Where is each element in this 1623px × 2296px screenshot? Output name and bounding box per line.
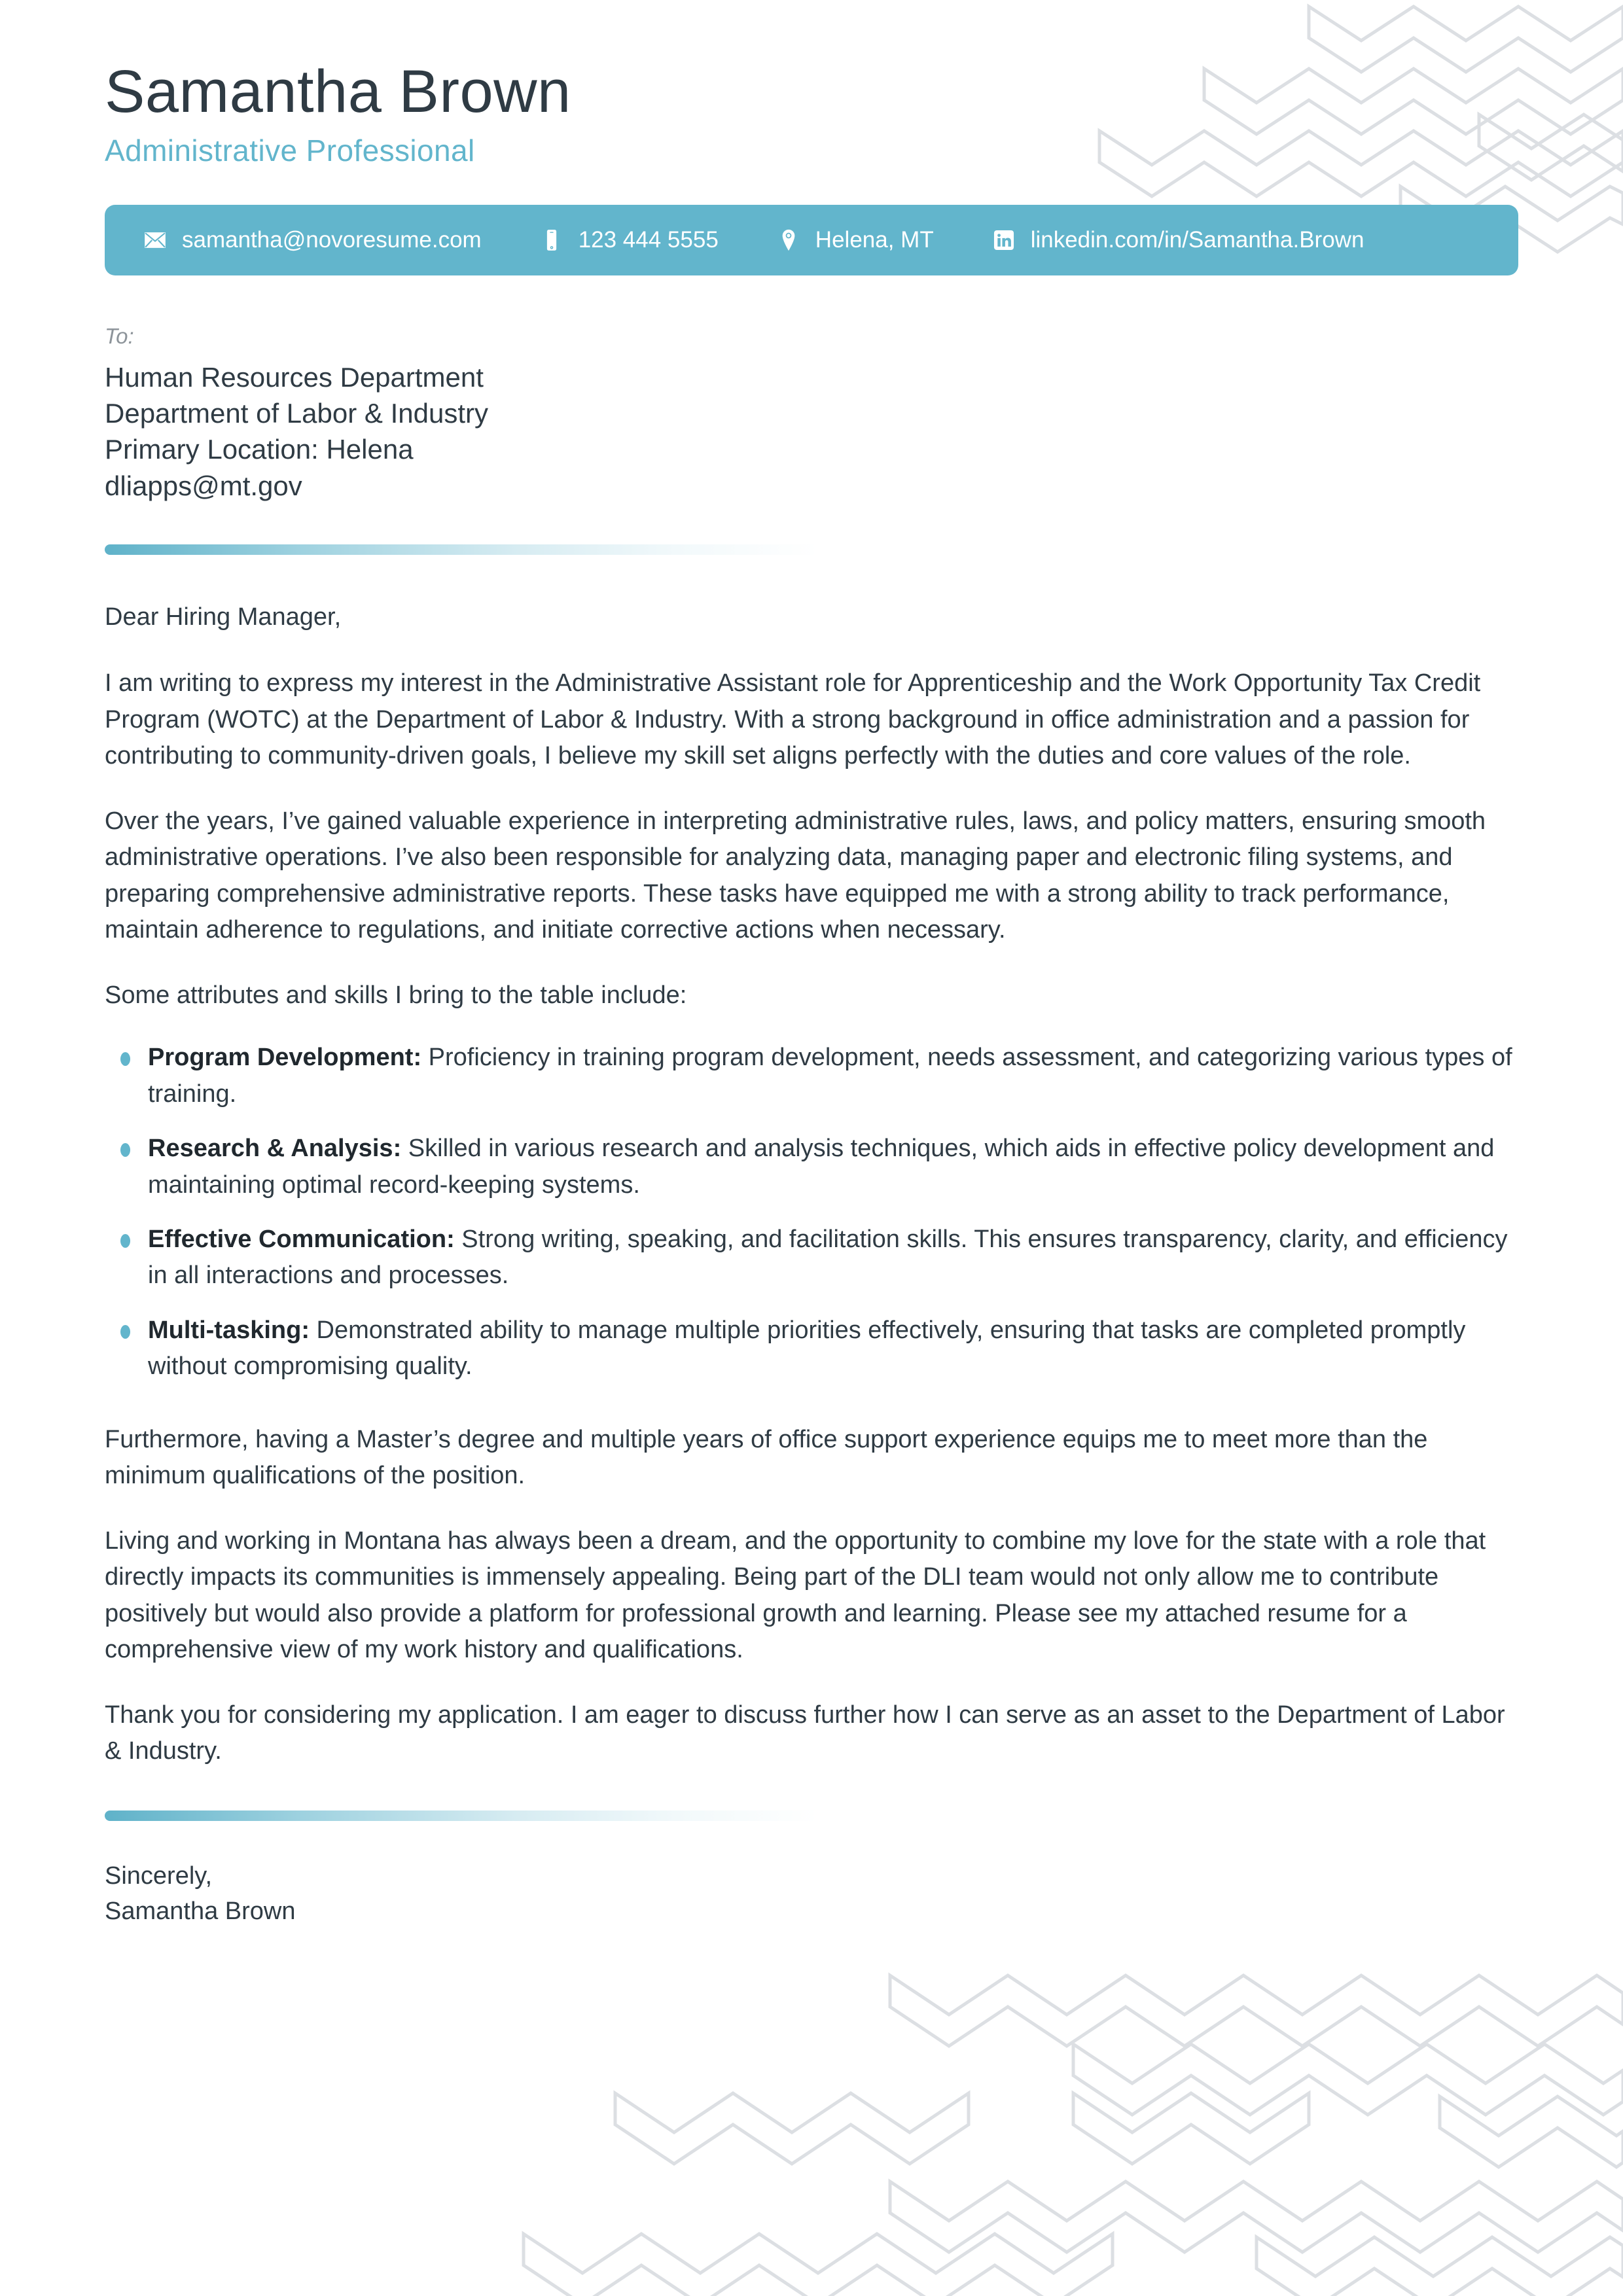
body-paragraph-4: Living and working in Montana has always been a dream, and the opportunity to combine my love for the state with a role that directly impacts its communities is immensely appealing. Being part of the DLI team would not only allow me to contribute positively but would also provide a platform for professional growth and learning. Please see my attached resume for a comprehensive view of my work history and qualifications. bbox=[105, 1527, 1486, 1664]
body-paragraph-2: Over the years, I’ve gained valuable experience in interpreting administrative rules, laws, and policy matters, ensuring smooth administrative operations. I’ve also been responsible for analyzing data, managing paper and electronic filing systems, and preparing comprehensive administrative reports. These tasks have equipped me with a strong ability to track performance, maintain adherence to regulations, and initiate corrective actions when necessary. bbox=[105, 807, 1486, 944]
recipient-line-organization: Human Resources Department bbox=[105, 361, 484, 393]
contact-location-text: Helena, MT bbox=[815, 226, 934, 253]
skill-text: Proficiency in training program development, needs assessment, and categorizing various types of training. bbox=[148, 1044, 1512, 1108]
contact-phone[interactable] bbox=[538, 226, 719, 254]
skill-title: Effective Communication: bbox=[148, 1225, 455, 1253]
list-item bbox=[120, 1131, 1518, 1203]
body-paragraph-3: Furthermore, having a Master’s degree and multiple years of office support experience equips me to meet more than the minimum qualifications of the position. bbox=[105, 1425, 1428, 1490]
contact-linkedin-text: linkedin.com/in/Samantha.Brown bbox=[1030, 226, 1364, 253]
skill-text: Demonstrated ability to manage multiple priorities effectively, ensuring that tasks are completed promptly without compromising quality. bbox=[148, 1316, 1466, 1381]
salutation: Dear Hiring Manager, bbox=[105, 603, 342, 631]
signature-name: Samantha Brown bbox=[105, 1897, 296, 1925]
contact-phone-text: 123 444 5555 bbox=[578, 226, 719, 253]
divider-bottom bbox=[105, 1810, 818, 1821]
list-item bbox=[120, 1040, 1518, 1112]
list-item bbox=[120, 1313, 1518, 1385]
skill-text: Strong writing, speaking, and facilitation skills. This ensures transparency, clarity, and efficiency in all interactions and processes. bbox=[148, 1225, 1508, 1290]
divider-top bbox=[105, 544, 818, 555]
contact-linkedin[interactable] bbox=[990, 226, 1364, 254]
contact-email[interactable] bbox=[141, 226, 482, 254]
contact-email-text: samantha@novoresume.com bbox=[182, 226, 482, 253]
sign-off: Sincerely, bbox=[105, 1862, 213, 1890]
skill-text: Skilled in various research and analysis techniques, which aids in effective policy development and maintaining optimal record-keeping systems. bbox=[148, 1135, 1495, 1199]
recipient-line-department: Department of Labor & Industry bbox=[105, 398, 488, 429]
to-label: To: bbox=[105, 323, 134, 348]
signature-block bbox=[105, 1859, 1518, 1930]
body-paragraph-5: Thank you for considering my application. I am eager to discuss further how I can serve as an asset to the Department of Labor & Industry. bbox=[105, 1701, 1505, 1765]
skill-title: Multi-tasking: bbox=[148, 1316, 310, 1344]
body-paragraph-1: I am writing to express my interest in the Administrative Assistant role for Apprenticeship and the Work Opportunity Tax Credit Program (WOTC) at the Department of Labor & Industry. With a strong background in office administration and a passion for contributing to community-driven goals, I believe my skill set aligns perfectly with the duties and core values of the role. bbox=[105, 669, 1481, 770]
contact-bar bbox=[105, 205, 1518, 275]
applicant-title: Administrative Professional bbox=[105, 133, 475, 168]
contact-location[interactable] bbox=[775, 226, 934, 254]
skill-title: Program Development: bbox=[148, 1044, 422, 1072]
recipient-line-email: dliapps@mt.gov bbox=[105, 470, 302, 501]
skill-title: Research & Analysis: bbox=[148, 1135, 402, 1163]
linkedin-icon bbox=[990, 226, 1018, 254]
location-pin-icon bbox=[775, 226, 802, 254]
applicant-name: Samantha Brown bbox=[105, 58, 571, 125]
envelope-icon bbox=[141, 226, 169, 254]
letter-header bbox=[105, 0, 1518, 168]
skills-list bbox=[105, 1040, 1518, 1385]
zigzag-decoration-bottom bbox=[497, 1930, 1623, 2296]
recipient-line-location: Primary Location: Helena bbox=[105, 434, 414, 465]
recipient-block bbox=[105, 324, 1518, 504]
list-item bbox=[120, 1222, 1518, 1294]
bullets-lead-in: Some attributes and skills I bring to the table include: bbox=[105, 981, 687, 1009]
letter-body bbox=[105, 603, 1518, 1769]
phone-icon bbox=[538, 226, 565, 254]
